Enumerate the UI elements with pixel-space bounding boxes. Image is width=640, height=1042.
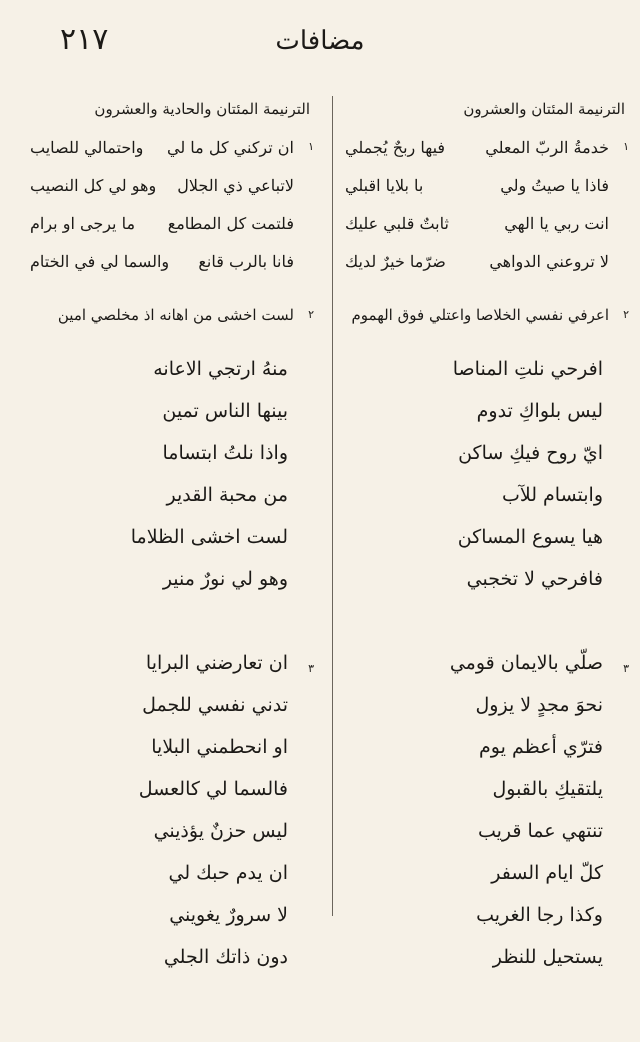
- hemistich: خدمةُ الربّ المعلي: [485, 138, 609, 157]
- hemistich: با بلايا اقبلي: [345, 176, 424, 195]
- hemistich: لاتباعي ذي الجلال: [177, 176, 294, 195]
- hemistich: ان تركني كل ما لي: [167, 138, 294, 157]
- couplet-line: [345, 138, 629, 166]
- verse-line: فترّي أعظم يوم: [479, 736, 603, 758]
- verse-line: بينها الناس تمين: [162, 400, 288, 422]
- couplet-line: [30, 138, 314, 166]
- hemistich: ضرّما خيرٌ لديك: [345, 252, 446, 271]
- couplet-list: [30, 138, 314, 280]
- verse-line: فافرحي لا تخجبي: [466, 568, 603, 590]
- hymn-220-column: [345, 100, 629, 978]
- couplet-line: [30, 252, 310, 280]
- verse-line: فالسما لي كالعسل: [138, 778, 288, 800]
- verse-number: ٣: [623, 662, 629, 675]
- hemistich: ثابتٌ قلبي عليك: [345, 214, 449, 233]
- verse-line: لست اخشى الظلاما: [130, 526, 288, 548]
- verse-line: ليس بلواكِ تدوم: [476, 400, 603, 422]
- hymn-221-column: [30, 100, 314, 978]
- verse-line: او انحطمني البلايا: [151, 736, 288, 758]
- verse-line: منهُ ارتجي الاعانه: [153, 358, 288, 380]
- verse-line: واذا نلتُ ابتساما: [162, 442, 288, 464]
- couplet-line: [345, 214, 625, 242]
- verse-line: ان تعارضني البرايا: [145, 652, 288, 674]
- verse-number: ١: [623, 140, 629, 153]
- hymn-title: الترنيمة المئتان والعشرون: [463, 100, 625, 118]
- couplet-line: [30, 214, 310, 242]
- verse-line: من محبة القدير: [166, 484, 288, 506]
- hemistich: فيها ربحٌ يُجملي: [345, 138, 446, 157]
- hemistich: فانا بالرب قانع: [198, 252, 294, 271]
- verse-line: نحوَ مجدٍ لا يزول: [475, 694, 603, 716]
- verse-line: وابتسام للآب: [501, 484, 603, 506]
- couplet-list: [345, 138, 629, 280]
- verse-line: ان يدم حبك لي: [168, 862, 288, 884]
- couplet-line: [345, 176, 625, 204]
- hemistich: فاذا يا صيتُ ولي: [500, 176, 609, 195]
- verse-line: افرحي نلتِ المناصا: [452, 358, 603, 380]
- hemistich: وهو لي كل النصيب: [30, 176, 157, 195]
- verse-line: ايّ روح فيكِ ساكن: [458, 442, 603, 464]
- stanza: [30, 642, 314, 978]
- verse-line: لا سرورٌ يغويني: [169, 904, 288, 926]
- couplet-line: [345, 252, 625, 280]
- verse-line: تنتهي عما قريب: [477, 820, 603, 842]
- hymn-title: الترنيمة المئتان والحادية والعشرون: [94, 100, 310, 118]
- verse-text: اعرفي نفسي الخلاصا واعتلي فوق الهموم: [351, 306, 609, 324]
- hemistich: فلتمت كل المطامع: [167, 214, 294, 233]
- verse-intro-line: [30, 306, 314, 334]
- verse-number: ٣: [308, 662, 314, 675]
- stanza: [345, 642, 629, 978]
- verse-line: وهو لي نورٌ منير: [162, 568, 288, 590]
- verse-line: تدني نفسي للجمل: [142, 694, 288, 716]
- verse-line: ليس حزنٌ يؤذيني: [153, 820, 288, 842]
- hemistich: لا تروعني الدواهي: [489, 252, 609, 271]
- verse-line: هيا يسوع المساكن: [457, 526, 603, 548]
- verse-text: لست اخشى من اهانه اذ مخلصي امين: [57, 306, 294, 324]
- stanza: [345, 348, 625, 600]
- column-divider: [332, 96, 333, 916]
- verse-line: يستحيل للنظر: [492, 946, 603, 968]
- verse-line: دون ذاتك الجلي: [163, 946, 288, 968]
- verse-line: كلّ ايام السفر: [491, 862, 603, 884]
- stanza: [30, 348, 310, 600]
- page-number: ٢١٧: [60, 22, 109, 57]
- verse-intro-line: [345, 306, 629, 334]
- verse-number: ١: [308, 140, 314, 153]
- verse-number: ٢: [623, 308, 629, 321]
- verse-line: يلتقيكِ بالقبول: [492, 778, 603, 800]
- hemistich: انت ربي يا الهي: [504, 214, 609, 233]
- hemistich: واحتمالي للصايب: [30, 138, 144, 157]
- running-title: مضافات: [275, 26, 365, 56]
- verse-line: وكذا رجا الغريب: [476, 904, 603, 926]
- verse-number: ٢: [308, 308, 314, 321]
- hemistich: ما يرجى او برام: [30, 214, 136, 233]
- hemistich: والسما لي في الختام: [30, 252, 170, 271]
- verse-line: صلّي بالايمان قومي: [449, 652, 603, 674]
- couplet-line: [30, 176, 310, 204]
